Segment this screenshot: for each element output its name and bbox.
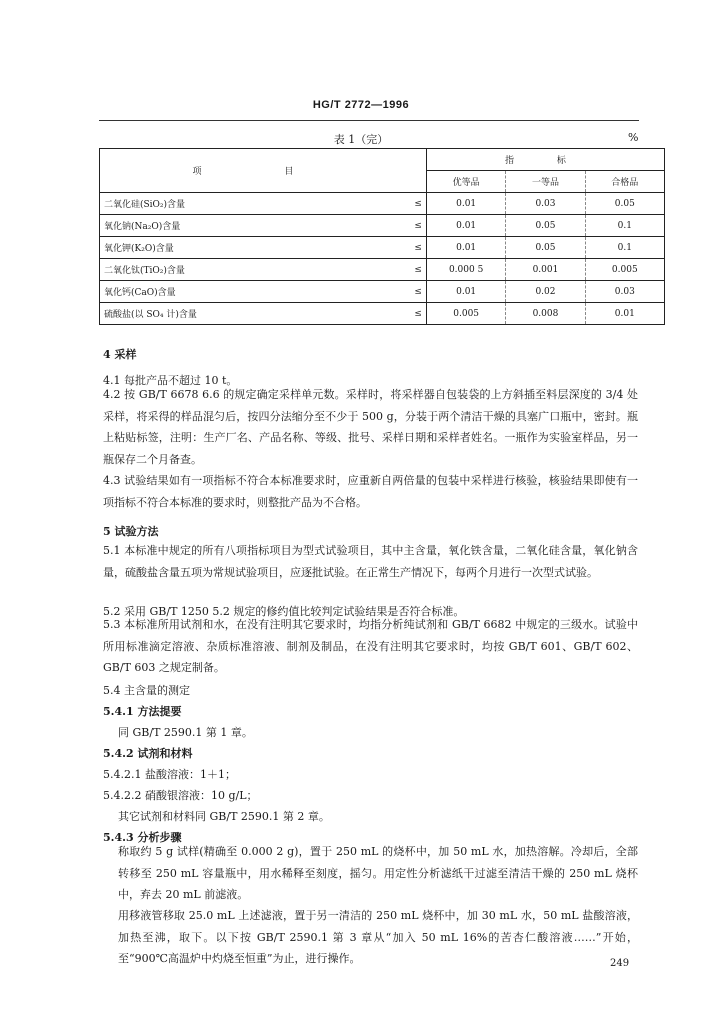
clause-5-2: 5.2 采用 GB/T 1250 5.2 规定的修约值比较判定试验结果是否符合标准。 [103, 605, 465, 618]
clause-5-4-1: 5.4.1 方法提要 [103, 705, 182, 718]
header-rule [99, 120, 639, 121]
clause-5-1: 5.1 本标准中规定的所有八项指标项目为型式试验项目，其中主含量，氧化铁含量，二氧化硅含量，氧化钠含量，硫酸盐含量五项为常规试验项目，应逐批试验。在正常生产情况下，每两个月进行一次型式试验。 [103, 544, 638, 579]
value-cell: 0.01 [426, 237, 505, 259]
value-cell: 0.008 [506, 303, 585, 325]
specification-table [99, 148, 665, 325]
analysis-steps-paragraph-1: 称取约 5 g 试样(精确至 0.000 2 g)，置于 250 mL 的烧杯中，加 50 mL 水，加热溶解。冷却后，全部转移至 250 mL 容量瓶中，用水稀释至刻度，摇匀。用定性分析滤纸干过滤至清洁干燥的 250 mL 烧杯中，弃去 20 mL 前滤液。 [118, 845, 638, 901]
table-row [100, 193, 665, 215]
value-cell: 0.01 [426, 281, 505, 303]
item-name: 氧化钠(Na₂O)含量 [100, 215, 399, 237]
section-5-heading: 5 试验方法 [103, 525, 159, 538]
le-symbol: ≤ [398, 303, 426, 325]
clause-5-4-2-other: 其它试剂和材料同 GB/T 2590.1 第 2 章。 [118, 810, 330, 823]
section-4-heading: 4 采样 [103, 348, 137, 361]
le-symbol: ≤ [398, 215, 426, 237]
value-cell: 0.03 [506, 193, 585, 215]
clause-4-3: 4.3 试验结果如有一项指标不符合本标准要求时，应重新自两倍量的包装中采样进行核验，核验结果即使有一项指标不符合本标准的要求时，则整批产品为不合格。 [103, 474, 638, 509]
clause-5-4-2: 5.4.2 试剂和材料 [103, 747, 193, 760]
value-cell: 0.01 [585, 303, 664, 325]
value-cell: 0.1 [585, 237, 664, 259]
le-symbol: ≤ [398, 281, 426, 303]
column-header-item: 项 目 [100, 149, 427, 193]
value-cell: 0.01 [426, 215, 505, 237]
table-row [100, 237, 665, 259]
le-symbol: ≤ [398, 193, 426, 215]
value-cell: 0.001 [506, 259, 585, 281]
item-name: 二氧化硅(SiO₂)含量 [100, 193, 399, 215]
le-symbol: ≤ [398, 237, 426, 259]
table-caption: 表 1（完） [333, 133, 389, 146]
item-name: 二氧化钛(TiO₂)含量 [100, 259, 399, 281]
value-cell: 0.05 [585, 193, 664, 215]
clause-5-4-2-1: 5.4.2.1 盐酸溶液：1＋1； [103, 768, 236, 781]
value-cell: 0.05 [506, 215, 585, 237]
value-cell: 0.03 [585, 281, 664, 303]
column-header-index: 指 标 [426, 149, 664, 171]
value-cell: 0.005 [585, 259, 664, 281]
item-name: 硫酸盐(以 SO₄ 计)含量 [100, 303, 399, 325]
item-name: 氧化钾(K₂O)含量 [100, 237, 399, 259]
clause-5-3: 5.3 本标准所用试剂和水，在没有注明其它要求时，均指分析纯试剂和 GB/T 6682 中规定的三级水。试验中所用标准滴定溶液、杂质标准溶液、制剂及制品，在没有注明其它要求时，均按 GB/T 601、GB/T 602、GB/T 603 之规定制备。 [103, 618, 638, 674]
value-cell: 0.05 [506, 237, 585, 259]
item-name: 氧化钙(CaO)含量 [100, 281, 399, 303]
clause-5-4-3: 5.4.3 分析步骤 [103, 831, 182, 844]
value-cell: 0.005 [426, 303, 505, 325]
table-row [100, 259, 665, 281]
grade-header: 合格品 [585, 171, 664, 193]
value-cell: 0.000 5 [426, 259, 505, 281]
grade-header: 一等品 [506, 171, 585, 193]
table-unit: % [628, 131, 639, 144]
clause-4-1: 4.1 每批产品不超过 10 t。 [103, 374, 238, 387]
clause-5-4-1-text: 同 GB/T 2590.1 第 1 章。 [118, 726, 253, 739]
clause-5-4-2-2: 5.4.2.2 硝酸银溶液：10 g/L； [103, 789, 258, 802]
clause-5-4: 5.4 主含量的测定 [103, 684, 190, 697]
table-row [100, 281, 665, 303]
table-row [100, 215, 665, 237]
analysis-steps-paragraph-2: 用移液管移取 25.0 mL 上述滤液，置于另一清洁的 250 mL 烧杯中，加 30 mL 水，50 mL 盐酸溶液，加热至沸，取下。以下按 GB/T 2590.1 第 3 章从“加入 50 mL 16%的苦杏仁酸溶液……”开始，至“900℃高温炉中灼烧至恒重”为止，进行操作。 [118, 909, 638, 965]
value-cell: 0.02 [506, 281, 585, 303]
table-header-row [100, 149, 665, 171]
table-row [100, 303, 665, 325]
value-cell: 0.1 [585, 215, 664, 237]
grade-header: 优等品 [426, 171, 505, 193]
standard-header: HG/T 2772—1996 [312, 99, 410, 111]
value-cell: 0.01 [426, 193, 505, 215]
page-number: 249 [610, 958, 630, 969]
le-symbol: ≤ [398, 259, 426, 281]
clause-4-2: 4.2 按 GB/T 6678 6.6 的规定确定采样单元数。采样时，将采样器自包装袋的上方斜插至料层深度的 3/4 处采样，将采得的样品混匀后，按四分法缩分至不少于 500 g，分装于两个清洁干燥的具塞广口瓶中，密封。瓶上粘贴标签，注明：生产厂名、产品名称、等级、批号、采样日期和采样者姓名。一瓶作为实验室样品，另一瓶保存二个月备查。 [103, 388, 638, 466]
